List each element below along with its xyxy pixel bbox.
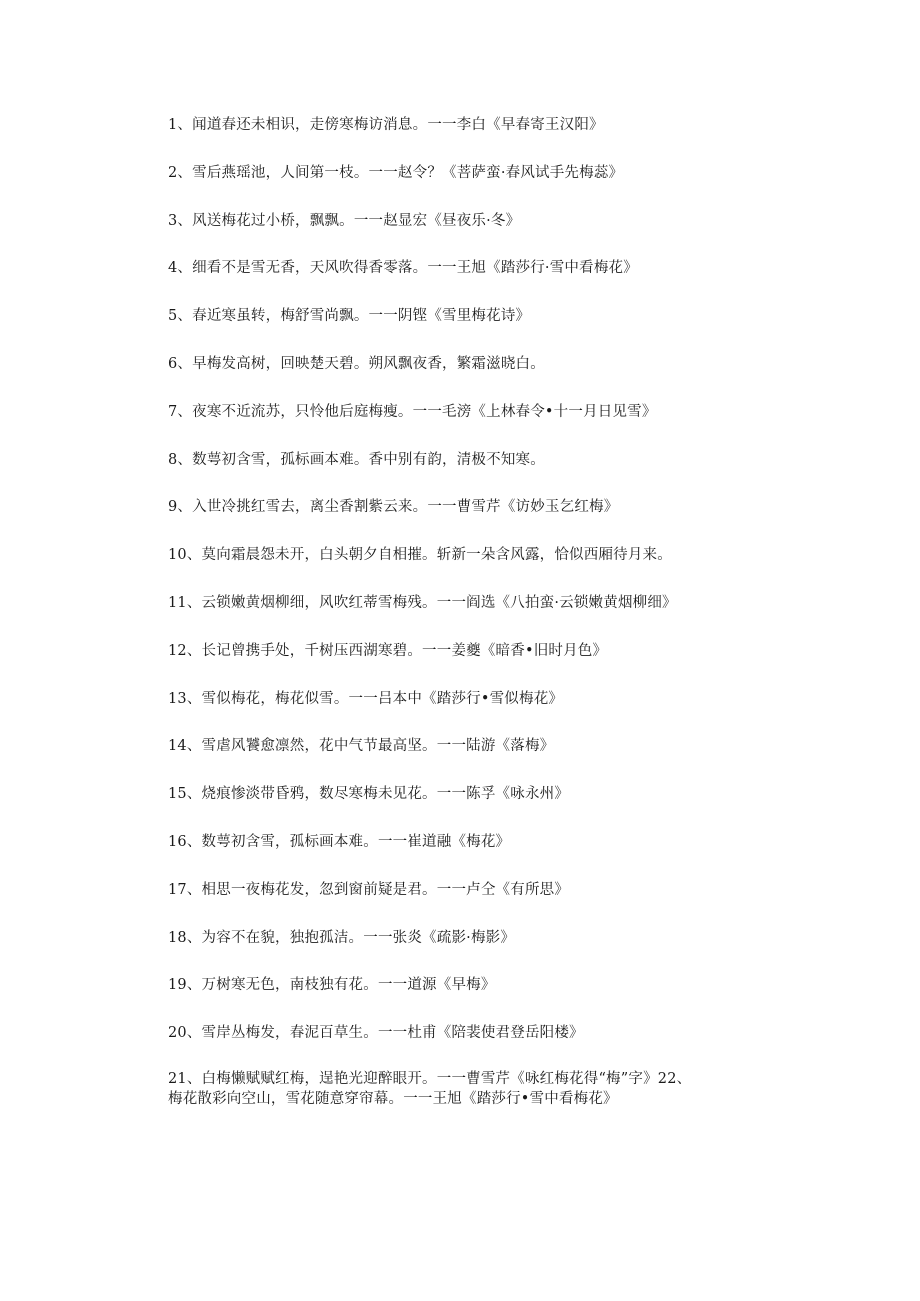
poem-line-4: 4、细看不是雪无香，天风吹得香零落。一一王旭《踏莎行·雪中看梅花》 <box>168 260 638 277</box>
poem-line-11: 11、云锁嫩黄烟柳细，风吹红蒂雪梅残。一一阎选《八拍蛮·云锁嫩黄烟柳细》 <box>168 594 677 611</box>
poem-line-17: 17、相思一夜梅花发，忽到窗前疑是君。一一卢仝《有所思》 <box>168 881 570 898</box>
poem-line-7: 7、夜寒不近流苏，只怜他后庭梅瘦。一一毛滂《上林春令•十一月日见雪》 <box>168 403 657 420</box>
poem-line-14: 14、雪虐风饕愈凛然，花中气节最高坚。一一陆游《落梅》 <box>168 738 555 755</box>
poem-line-9: 9、入世冷挑红雪去，离尘香割紫云来。一一曹雪芹《访妙玉乞红梅》 <box>168 499 619 516</box>
poem-line-18: 18、为容不在貌，独抱孤洁。一一张炎《疏影·梅影》 <box>168 929 516 946</box>
poem-line-5: 5、春近寒虽转，梅舒雪尚飘。一一阴铿《雪里梅花诗》 <box>168 308 531 325</box>
poem-line-15: 15、烧痕惨淡带昏鸦，数尽寒梅未见花。一一陈孚《咏永州》 <box>168 786 570 803</box>
poem-line-13: 13、雪似梅花，梅花似雪。一一吕本中《踏莎行•雪似梅花》 <box>168 690 564 707</box>
poem-line-3: 3、风送梅花过小桥，飘飘。一一赵显宏《昼夜乐·冬》 <box>168 212 521 229</box>
poem-line-2: 2、雪后燕瑶池，人间第一枝。一一赵令？《菩萨蛮·春风试手先梅蕊》 <box>168 164 624 181</box>
poem-line-6: 6、早梅发高树，回映楚天碧。朔风飘夜香，繁霜滋晓白。 <box>168 355 545 372</box>
poem-line-19: 19、万树寒无色，南枝独有花。一一道源《早梅》 <box>168 977 496 994</box>
poem-line-10: 10、莫向霜晨怨未开，白头朝夕自相摧。斩新一朵含风露，恰似西厢待月来。 <box>168 547 672 564</box>
poem-line-16: 16、数萼初含雪，孤标画本难。一一崔道融《梅花》 <box>168 833 511 850</box>
poem-line-8: 8、数萼初含雪，孤标画本难。香中别有韵，清极不知寒。 <box>168 451 545 468</box>
poem-line-1: 1、闻道春还未相识，走傍寒梅访消息。一一李白《早春寄王汉阳》 <box>168 117 604 133</box>
poem-line-12: 12、长记曾携手处，千树压西湖寒碧。一一姜夔《暗香•旧时月色》 <box>168 642 608 659</box>
poem-line-21-text: 21、白梅懒赋赋红梅，逞艳光迎醉眼开。一一曹雪芹《咏红梅花得“梅”字》22、 <box>168 1070 692 1087</box>
poem-line-20: 20、雪岸丛梅发，春泥百草生。一一杜甫《陪裴使君登岳阳楼》 <box>168 1025 584 1042</box>
poem-line-21-22 <box>168 1069 728 1109</box>
poem-line-22-text: 梅花散彩向空山，雪花随意穿帘幕。一一王旭《踏莎行•雪中看梅花》 <box>168 1090 618 1107</box>
poem-list <box>168 113 728 1109</box>
